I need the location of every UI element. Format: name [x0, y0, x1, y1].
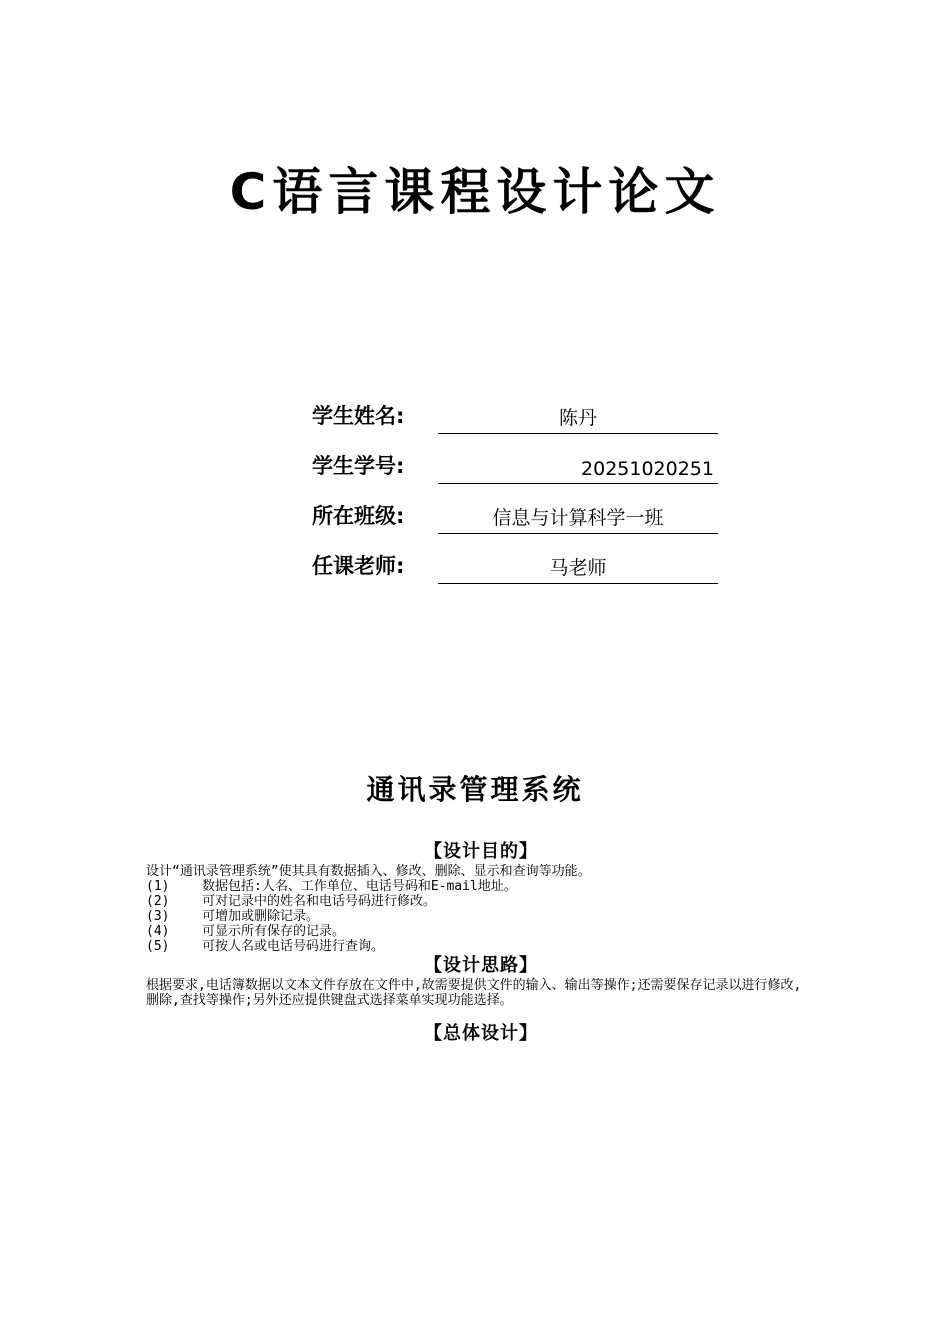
teacher-value: 马老师 — [438, 553, 718, 584]
info-row-class — [312, 484, 732, 534]
list-item-number: (3) — [146, 909, 170, 924]
list-item — [146, 909, 816, 924]
teacher-label: 任课老师: — [312, 554, 405, 578]
info-row-id — [312, 434, 732, 484]
purpose-intro: 设计“通讯录管理系统”使其具有数据插入、修改、删除、显示和查询等功能。 — [146, 864, 591, 879]
student-name-label: 学生姓名: — [312, 404, 405, 428]
student-id-value: 20251020251 — [438, 458, 718, 484]
list-item-number: (5) — [146, 939, 170, 954]
list-item — [146, 939, 816, 954]
list-item-text: 数据包括:人名、工作单位、电话号码和E-mail地址。 — [202, 879, 517, 894]
list-item-text: 可对记录中的姓名和电话号码进行修改。 — [202, 894, 437, 909]
list-item-text: 可显示所有保存的记录。 — [202, 924, 346, 939]
info-row-name — [312, 384, 732, 434]
list-item-text: 可增加或删除记录。 — [202, 909, 320, 924]
student-name-value: 陈丹 — [438, 403, 718, 434]
idea-heading: 【设计思路】 — [424, 955, 538, 976]
list-item — [146, 924, 816, 939]
class-label: 所在班级: — [312, 504, 405, 528]
paper-title: C语言课程设计论文 — [229, 163, 721, 221]
student-id-label: 学生学号: — [312, 454, 405, 478]
info-row-teacher — [312, 534, 732, 584]
list-item-number: (1) — [146, 879, 170, 894]
list-item — [146, 879, 816, 894]
list-item-text: 可按人名或电话号码进行查询。 — [202, 939, 385, 954]
project-title: 通讯录管理系统 — [366, 773, 584, 806]
paper-content — [146, 840, 816, 1046]
student-info-block — [312, 384, 732, 584]
list-item-number: (2) — [146, 894, 170, 909]
purpose-heading: 【设计目的】 — [424, 841, 538, 862]
overall-design-heading: 【总体设计】 — [424, 1023, 538, 1044]
class-value: 信息与计算科学一班 — [438, 503, 718, 534]
list-item-number: (4) — [146, 924, 170, 939]
list-item — [146, 894, 816, 909]
idea-text: 根据要求,电话簿数据以文本文件存放在文件中,故需要提供文件的输入、输出等操作;还需要保存记录以进行修改,删除,查找等操作;另外还应提供键盘式选择菜单实现功能选择。 — [146, 978, 802, 1008]
